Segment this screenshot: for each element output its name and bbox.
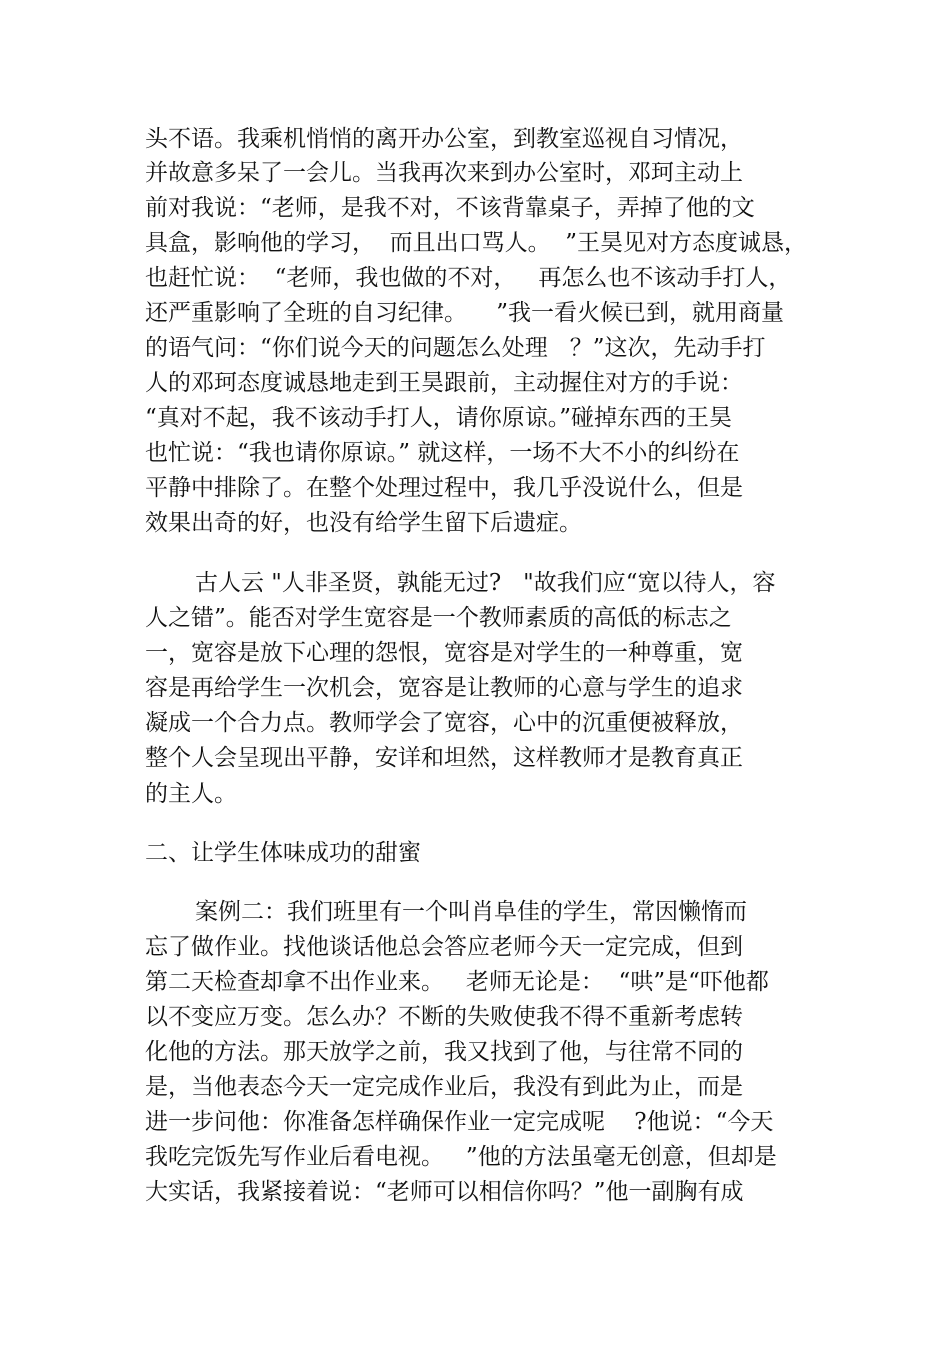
text-line: 第二天检查却拿不出作业来。 老师无论是： “哄”是“吓他都 [145,969,769,995]
text-line: 效果出奇的好，也没有给学生留下后遗症。 [145,510,582,536]
text-line: 也赶忙说： “老师，我也做的不对， 再怎么也不该动手打人， [145,265,792,291]
text-line: 古人云 "人非圣贤，孰能无过? "故我们应“宽以待人，容 [195,570,776,596]
text-line: 一，宽容是放下心理的怨恨，宽容是对学生的一种尊重，宽 [145,640,743,666]
text-line: 也忙说：“我也请你原谅。” 就这样，一场不大不小的纠纷在 [145,440,740,466]
text-line: 以不变应万变。怎么办？不断的失败使我不得不重新考虑转 [145,1004,743,1030]
text-line: 我吃完饭先写作业后看电视。 ”他的方法虽毫无创意，但却是 [145,1144,777,1170]
text-line: 凝成一个合力点。教师学会了宽容，心中的沉重便被释放， [145,710,743,736]
text-line: 人的邓珂态度诚恳地走到王昊跟前，主动握住对方的手说： [145,370,743,396]
text-line: 的主人。 [145,781,237,807]
text-line: 案例二：我们班里有一个叫肖阜佳的学生，常因懒惰而 [195,899,747,925]
text-line: 的语气问：“你们说今天的问题怎么处理 ？”这次，先动手打 [145,335,766,361]
text-line: “真对不起，我不该动手打人，请你原谅。”碰掉东西的王昊 [145,405,733,431]
text-line: 大实话，我紧接着说：“老师可以相信你吗？”他一副胸有成 [145,1179,744,1205]
text-line: 人之错”。能否对学生宽容是一个教师素质的高低的标志之 [145,605,732,631]
text-line: 还严重影响了全班的自习纪律。 ”我一看火候已到，就用商量 [145,300,785,326]
text-line: 化他的方法。那天放学之前，我又找到了他，与往常不同的 [145,1039,743,1065]
text-line: 头不语。我乘机悄悄的离开办公室，到教室巡视自习情况， [145,126,743,152]
text-line: 前对我说：“老师，是我不对，不该背靠桌子，弄掉了他的文 [145,195,755,221]
text-line: 平静中排除了。在整个处理过程中，我几乎没说什么，但是 [145,475,743,501]
text-line: 具盒，影响他的学习， 而且出口骂人。 ”王昊见对方态度诚恳， [145,230,808,256]
text-line: 是，当他表态今天一定完成作业后，我没有到此为止，而是 [145,1074,743,1100]
section-heading: 二、让学生体味成功的甜蜜 [145,840,421,866]
text-line: 进一步问他：你准备怎样确保作业一定完成呢 ?他说：“今天 [145,1109,774,1135]
text-line: 容是再给学生一次机会，宽容是让教师的心意与学生的追求 [145,675,743,701]
text-line: 整个人会呈现出平静，安详和坦然，这样教师才是教育真正 [145,745,743,771]
text-line: 忘了做作业。找他谈话他总会答应老师今天一定完成，但到 [145,934,743,960]
text-line: 并故意多呆了一会儿。当我再次来到办公室时，邓珂主动上 [145,160,743,186]
